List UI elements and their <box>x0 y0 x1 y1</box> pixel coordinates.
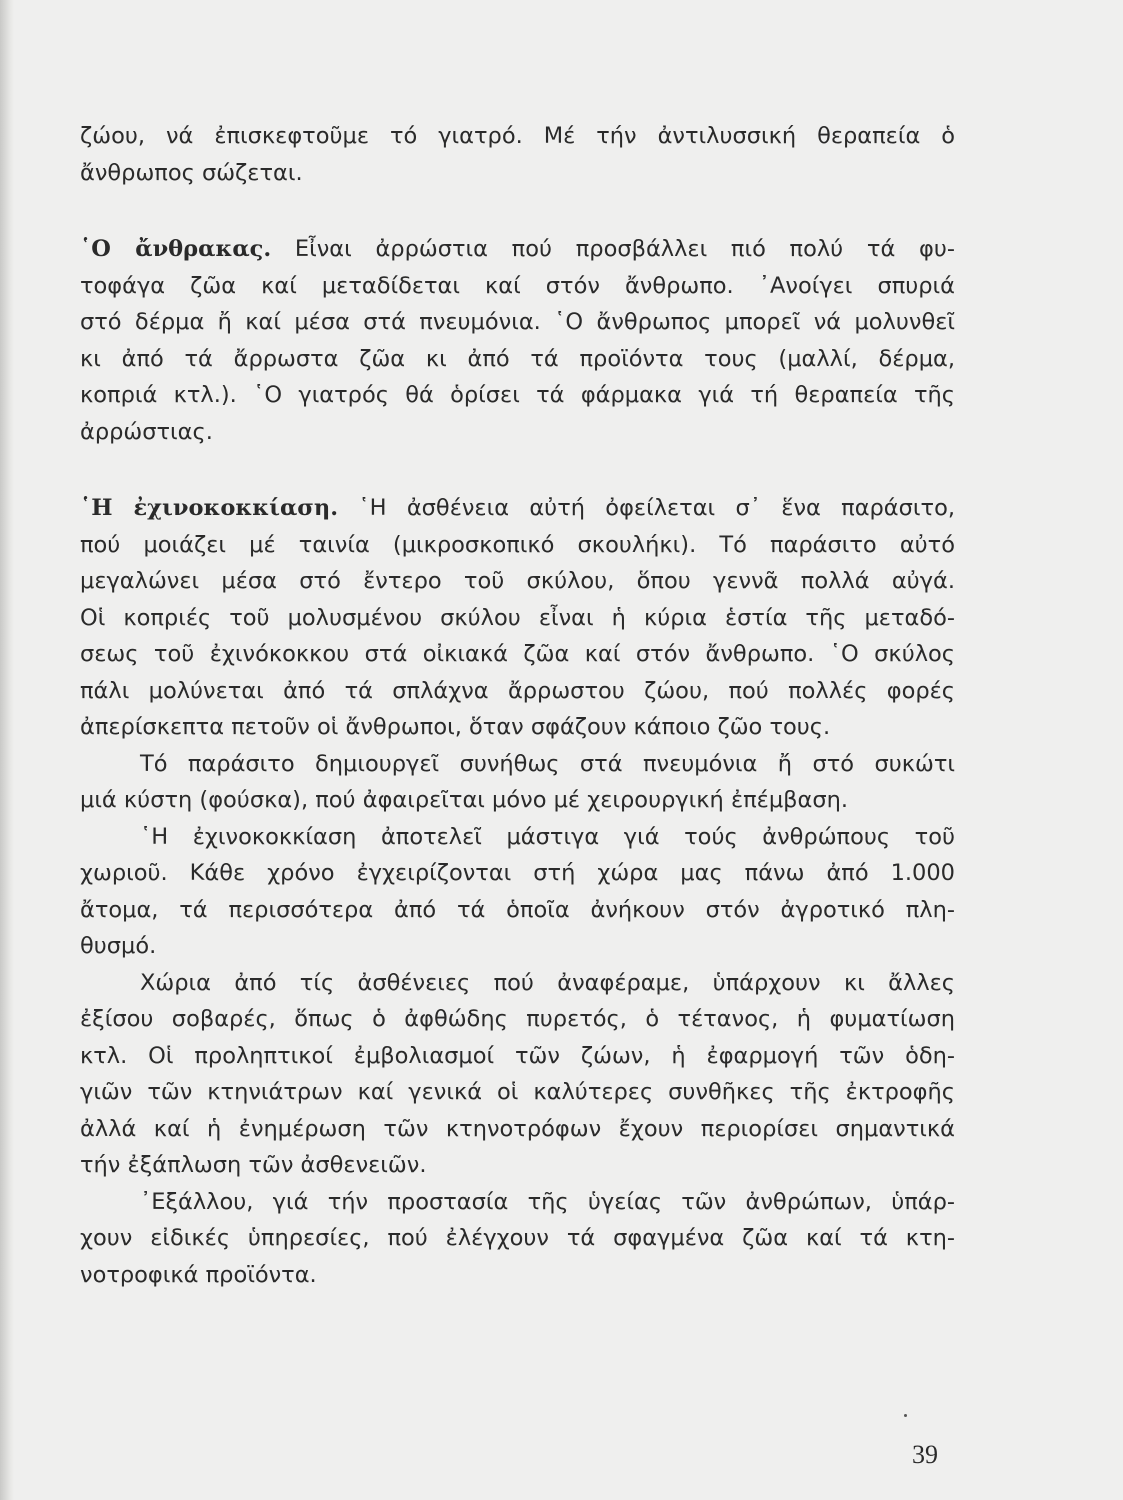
intro-paragraph <box>80 118 955 191</box>
text-line: μεγαλώνει μέσα στό ἔντερο τοῦ σκύλου, ὅπου γεννᾶ πολλά αὐγά. <box>80 568 955 594</box>
anthrax-paragraph <box>80 231 955 450</box>
text-line: Χώρια ἀπό τίς ἀσθένειες πού ἀναφέραμε, ὑπάρχουν κι ἄλλες <box>140 969 955 996</box>
text-line <box>80 231 955 268</box>
text-line: σεως τοῦ ἐχινόκοκκου στά οἰκιακά ζῶα καί στόν ἄνθρωπο. ῾Ο σκύλος <box>80 641 955 667</box>
text-fragment: Εἶναι ἀρρώστια πού προσβάλλει πιό πολύ τά φυ- <box>271 236 956 262</box>
other-diseases-paragraph <box>80 965 955 1184</box>
text-line: πάλι μολύνεται ἀπό τά σπλάχνα ἄρρωστου ζώου, πού πολλές φορές <box>80 677 955 704</box>
parasite-paragraph <box>80 746 955 819</box>
text-line: γιῶν τῶν κτηνιάτρων καί γενικά οἱ καλύτερες συνθῆκες τῆς ἐκτροφῆς <box>80 1079 955 1105</box>
text-line: ἄνθρωπος σώζεται. <box>80 159 303 186</box>
echinococcosis-paragraph <box>80 490 955 746</box>
ink-speck <box>904 1414 907 1417</box>
text-line: τοφάγα ζῶα καί μεταδίδεται καί στόν ἄνθρωπο. ᾿Ανοίγει σπυριά <box>80 272 955 299</box>
text-line: ἀπερίσκεπτα πετοῦν οἱ ἄνθρωποι, ὅταν σφάζουν κάποιο ζῶο τους. <box>80 714 831 740</box>
text-line: ζώου, νά ἐπισκεφτοῦμε τό γιατρό. Μέ τήν ἀντιλυσσική θεραπεία ὁ <box>80 123 955 149</box>
text-line: τήν ἐξάπλωση τῶν ἀσθενειῶν. <box>80 1152 427 1178</box>
page-number: 39 <box>912 1440 938 1469</box>
text-line: μιά κύστη (φούσκα), πού ἀφαιρεῖται μόνο μέ χειρουργική ἐπέμβαση. <box>80 787 849 813</box>
text-line: ᾿Εξάλλου, γιά τήν προστασία τῆς ὑγείας τῶν ἀνθρώπων, ὑπάρ- <box>140 1188 955 1215</box>
text-line: ἐξίσου σοβαρές, ὅπως ὁ ἀφθώδης πυρετός, ὁ τέτανος, ἡ φυματίωση <box>80 1006 955 1032</box>
text-line: ῾Η ἐχινοκοκκίαση ἀποτελεῖ μάστιγα γιά τούς ἀνθρώπους τοῦ <box>140 823 955 850</box>
text-line: στό δέρμα ἤ καί μέσα στά πνευμόνια. ῾Ο ἄνθρωπος μπορεῖ νά μολυνθεῖ <box>80 309 955 335</box>
text-line: ἄτομα, τά περισσότερα ἀπό τά ὁποῖα ἀνήκουν στόν ἀγροτικό πλη- <box>80 896 955 923</box>
text-line: νοτροφικά προϊόντα. <box>80 1261 317 1288</box>
text-line: ἀρρώστιας. <box>80 418 213 445</box>
scourge-paragraph <box>80 819 955 965</box>
text-line: κοπριά κτλ.). ῾Ο γιατρός θά ὁρίσει τά φάρμακα γιά τή θεραπεία τῆς <box>80 382 955 408</box>
page-body <box>80 118 955 1293</box>
text-line: θυσμό. <box>80 933 157 959</box>
text-line: κι ἀπό τά ἄρρωστα ζῶα κι ἀπό τά προϊόντα τους (μαλλί, δέρμα, <box>80 345 955 372</box>
page-spine-shadow <box>0 0 14 1500</box>
text-line: πού μοιάζει μέ ταινία (μικροσκοπικό σκουλήκι). Τό παράσιτο αὐτό <box>80 531 955 558</box>
text-line: χουν εἰδικές ὑπηρεσίες, πού ἐλέγχουν τά σφαγμένα ζῶα καί τά κτη- <box>80 1225 955 1251</box>
section-heading-echinococcosis: ῾Η ἐχινοκοκκίαση. <box>80 495 339 521</box>
text-line <box>80 490 955 527</box>
text-line: Οἱ κοπριές τοῦ μολυσμένου σκύλου εἶναι ἡ κύρια ἑστία τῆς μεταδό- <box>80 604 955 631</box>
text-line: Τό παράσιτο δημιουργεῖ συνήθως στά πνευμόνια ἤ στό συκώτι <box>140 750 955 777</box>
text-line: ἀλλά καί ἡ ἐνημέρωση τῶν κτηνοτρόφων ἔχουν περιορίσει σημαντικά <box>80 1115 955 1142</box>
text-fragment: ῾Η ἀσθένεια αὐτή ὀφείλεται σ᾿ ἕνα παράσιτο, <box>338 495 955 521</box>
section-heading-anthrax: ῾Ο ἄνθρακας. <box>80 236 272 262</box>
services-paragraph <box>80 1184 955 1294</box>
text-line: χωριοῦ. Κάθε χρόνο ἐγχειρίζονται στή χώρα μας πάνω ἀπό 1.000 <box>80 860 955 886</box>
text-line: κτλ. Οἱ προληπτικοί ἐμβολιασμοί τῶν ζώων, ἡ ἐφαρμογή τῶν ὁδη- <box>80 1042 955 1069</box>
